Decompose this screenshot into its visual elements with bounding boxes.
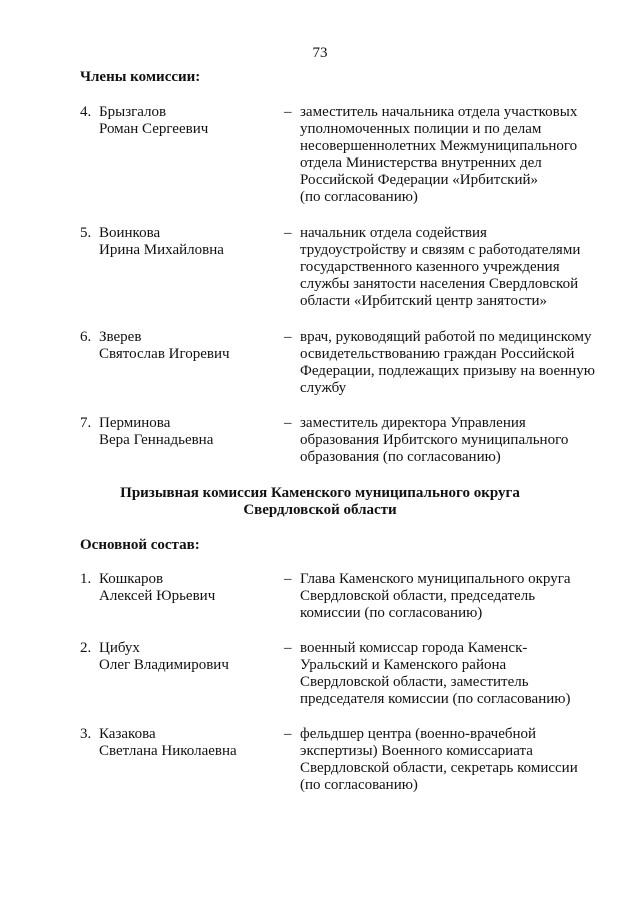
given-names: Светлана Николаевна [99, 743, 237, 759]
members-heading: Члены комиссии: [80, 69, 201, 85]
page-number: 73 [312, 45, 328, 61]
commission-title-line: Свердловской области [243, 502, 397, 518]
role-line: государственного казенного учреждения [300, 259, 560, 275]
commission-title [0, 485, 640, 519]
surname: Перминова [99, 415, 171, 431]
given-names: Святослав Игоревич [99, 346, 230, 362]
role-description [300, 571, 600, 622]
commission-title-line: Призывная комиссия Каменского муниципального округа [120, 485, 520, 501]
surname: Зверев [99, 329, 142, 345]
entry-number: 4. [80, 104, 92, 120]
role-line: комиссии (по согласованию) [300, 605, 483, 621]
role-line: заместитель начальника отдела участковых [300, 104, 578, 120]
role-description [300, 104, 600, 206]
role-line: области «Ирбитский центр занятости» [300, 293, 548, 309]
role-description [300, 640, 600, 708]
role-line: фельдшер центра (военно-врачебной [300, 726, 537, 742]
role-line: Свердловской области, председатель [300, 588, 536, 604]
dash: – [284, 225, 292, 241]
entry-number: 2. [80, 640, 92, 656]
entry-number: 5. [80, 225, 92, 241]
dash: – [284, 104, 292, 120]
dash: – [284, 726, 292, 742]
role-description [300, 726, 600, 794]
role-line: несовершеннолетних Межмуниципального [300, 138, 578, 154]
role-line: Уральский и Каменского района [300, 657, 507, 673]
role-line: Глава Каменского муниципального округа [300, 571, 571, 587]
role-line: (по согласованию) [300, 777, 418, 793]
role-line: (по согласованию) [300, 189, 418, 205]
surname: Кошкаров [99, 571, 164, 587]
entry-number: 3. [80, 726, 92, 742]
role-line: Свердловской области, секретарь комиссии [300, 760, 578, 776]
given-names: Вера Геннадьевна [99, 432, 214, 448]
entry-number: 7. [80, 415, 92, 431]
role-line: образования (по согласованию) [300, 449, 501, 465]
given-names: Алексей Юрьевич [99, 588, 216, 604]
role-line: службы занятости населения Свердловской [300, 276, 579, 292]
role-line: врач, руководящий работой по медицинскому [300, 329, 592, 345]
role-line: экспертизы) Военного комиссариата [300, 743, 533, 759]
role-description [300, 225, 600, 310]
dash: – [284, 640, 292, 656]
person-name [99, 104, 284, 138]
surname: Цибух [99, 640, 140, 656]
role-line: начальник отдела содействия [300, 225, 487, 241]
role-line: военный комиссар города Каменск- [300, 640, 528, 656]
person-name [99, 329, 284, 363]
person-name [99, 225, 284, 259]
role-line: уполномоченных полиции и по делам [300, 121, 542, 137]
role-line: образования Ирбитского муниципального [300, 432, 569, 448]
person-name [99, 726, 284, 760]
role-line: трудоустройству и связям с работодателями [300, 242, 581, 258]
role-line: отдела Министерства внутренних дел [300, 155, 542, 171]
given-names: Олег Владимирович [99, 657, 229, 673]
surname: Воинкова [99, 225, 161, 241]
dash: – [284, 329, 292, 345]
role-line: Федерации, подлежащих призыву на военную [300, 363, 595, 379]
dash: – [284, 571, 292, 587]
surname: Казакова [99, 726, 156, 742]
dash: – [284, 415, 292, 431]
person-name [99, 640, 284, 674]
role-line: освидетельствованию граждан Российской [300, 346, 575, 362]
person-name [99, 415, 284, 449]
role-line: Российской Федерации «Ирбитский» [300, 172, 538, 188]
role-line: председателя комиссии (по согласованию) [300, 691, 571, 707]
main-composition-heading: Основной состав: [80, 537, 200, 553]
entry-number: 1. [80, 571, 92, 587]
given-names: Ирина Михайловна [99, 242, 224, 258]
given-names: Роман Сергеевич [99, 121, 209, 137]
entry-number: 6. [80, 329, 92, 345]
person-name [99, 571, 284, 605]
surname: Брызгалов [99, 104, 167, 120]
role-line: заместитель директора Управления [300, 415, 526, 431]
role-line: службу [300, 380, 347, 396]
role-description [300, 415, 600, 466]
role-description [300, 329, 600, 397]
role-line: Свердловской области, заместитель [300, 674, 529, 690]
